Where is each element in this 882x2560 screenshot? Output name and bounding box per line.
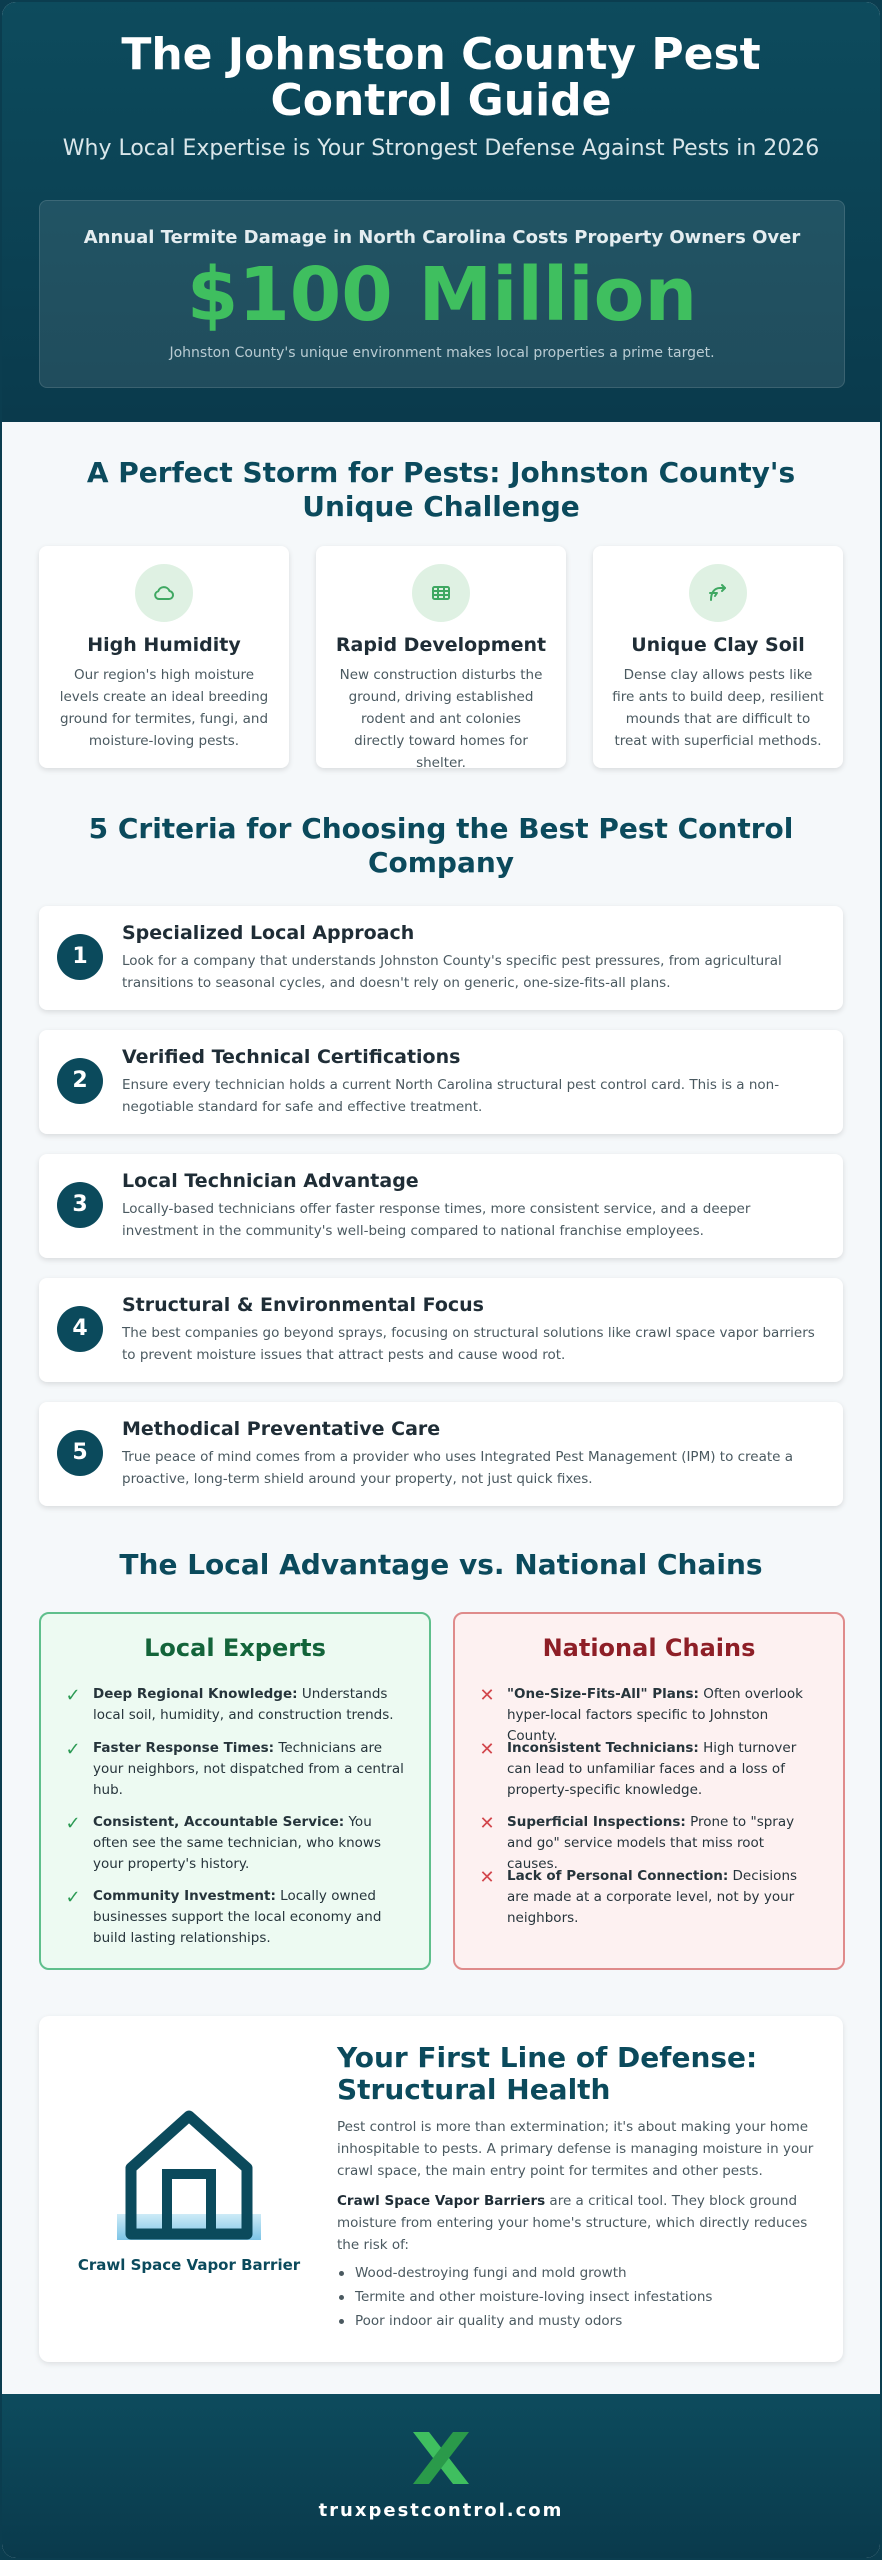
- item-text: Decisions are made at a corporate level, not by your neighbors.: [507, 1868, 798, 1926]
- criterion-item: [39, 1278, 843, 1382]
- card-title: Rapid Development: [335, 634, 547, 656]
- list-item: Termite and other moisture-loving insect infestations: [337, 2286, 817, 2308]
- x-logo-icon: [409, 2428, 473, 2488]
- defense-section: [39, 2016, 843, 2362]
- defense-paragraph: [337, 2190, 817, 2256]
- list-item: [507, 1866, 819, 1929]
- item-strong: Faster Response Times:: [93, 1740, 275, 1756]
- item-strong: Inconsistent Technicians:: [507, 1740, 699, 1756]
- defense-paragraph: Pest control is more than extermination; it's about making your home inhospitable to pests. A primary defense is managing moisture in your crawl space, the main entry point for termites and other pests.: [337, 2119, 814, 2179]
- criterion-number: 5: [57, 1430, 103, 1476]
- criterion-number: 3: [57, 1182, 103, 1228]
- item-text: Prone to "spray and go" service models that miss root causes.: [507, 1814, 795, 1872]
- criterion-item: [39, 1402, 843, 1506]
- comparison-title: The Local Advantage vs. National Chains: [119, 1548, 763, 1581]
- house-icon: [117, 2106, 261, 2246]
- defense-text: are a critical tool. They block ground moisture from entering your home's structure, which directly reduces the risk of:: [337, 2193, 808, 2253]
- item-strong: Superficial Inspections:: [507, 1814, 686, 1830]
- stat-box: [39, 200, 845, 388]
- check-icon: ✓: [65, 1813, 81, 1834]
- card-title: High Humidity: [87, 634, 241, 656]
- criterion-title: Methodical Preventative Care: [122, 1418, 441, 1440]
- check-icon: ✓: [65, 1739, 81, 1760]
- card-high-humidity: [39, 546, 289, 768]
- hero-section: [2, 2, 880, 422]
- check-icon: ✓: [65, 1887, 81, 1908]
- x-mark-icon: ✕: [479, 1685, 495, 1706]
- item-strong: Deep Regional Knowledge:: [93, 1686, 298, 1702]
- criterion-title: Verified Technical Certifications: [122, 1046, 461, 1068]
- soil-icon: [689, 564, 747, 622]
- criterion-title: Specialized Local Approach: [122, 922, 415, 944]
- criterion-desc: Ensure every technician holds a current North Carolina structural pest control card. This is a non-negotiable standard for safe and effective treatment.: [122, 1077, 780, 1115]
- check-icon: ✓: [65, 1685, 81, 1706]
- criterion-title: Local Technician Advantage: [122, 1170, 419, 1192]
- list-item: Poor indoor air quality and musty odors: [337, 2310, 817, 2332]
- list-item: [93, 1812, 405, 1875]
- criterion-item: [39, 1154, 843, 1258]
- card-desc: Dense clay allows pests like fire ants to build deep, resilient mounds that are difficult to treat with superficial methods.: [612, 667, 824, 749]
- x-mark-icon: ✕: [479, 1739, 495, 1760]
- criterion-desc: Locally-based technicians offer faster response times, more consistent service, and a deeper investment in the community's well-being compared to national franchise employees.: [122, 1201, 751, 1239]
- cloud-icon: [135, 564, 193, 622]
- item-text: You often see the same technician, who knows your property's history.: [93, 1814, 381, 1872]
- challenge-title: A Perfect Storm for Pests: Johnston County's Unique Challenge: [86, 456, 796, 523]
- infographic: [2, 2, 880, 2558]
- item-strong: Community Investment:: [93, 1888, 276, 1904]
- construction-icon: [412, 564, 470, 622]
- criterion-number: 1: [57, 934, 103, 980]
- defense-title: Your First Line of Defense: Structural Health: [337, 2041, 758, 2106]
- list-item: [93, 1738, 405, 1801]
- card-rapid-development: [316, 546, 566, 771]
- criterion-item: [39, 1030, 843, 1134]
- list-item: Wood-destroying fungi and mold growth: [337, 2262, 817, 2284]
- item-text: Often overlook hyper-local factors specific to Johnston County.: [507, 1686, 803, 1744]
- item-text: Locally owned businesses support the local economy and build lasting relationships.: [93, 1888, 382, 1946]
- website-link[interactable]: truxpestcontrol.com: [318, 2500, 564, 2521]
- national-chains-panel: [453, 1612, 845, 1970]
- criterion-number: 4: [57, 1306, 103, 1352]
- criterion-title: Structural & Environmental Focus: [122, 1294, 484, 1316]
- list-item: [507, 1738, 819, 1801]
- item-text: Understands local soil, humidity, and construction trends.: [93, 1686, 394, 1723]
- footer: [2, 2394, 880, 2558]
- list-item: [93, 1684, 405, 1726]
- panel-title: Local Experts: [144, 1634, 326, 1662]
- criterion-desc: Look for a company that understands Johnston County's specific pest pressures, from agricultural transitions to seasonal cycles, and doesn't rely on generic, one-size-fits-all plans.: [122, 953, 782, 991]
- criterion-desc: True peace of mind comes from a provider who uses Integrated Pest Management (IPM) to create a proactive, long-term shield around your property, not just quick fixes.: [122, 1449, 794, 1487]
- item-text: Technicians are your neighbors, not dispatched from a central hub.: [93, 1740, 404, 1798]
- x-mark-icon: ✕: [479, 1867, 495, 1888]
- local-experts-panel: [39, 1612, 431, 1970]
- page-title: The Johnston County Pest Control Guide: [121, 29, 761, 126]
- item-strong: Consistent, Accountable Service:: [93, 1814, 345, 1830]
- page-subtitle: Why Local Expertise is Your Strongest Defense Against Pests in 2026: [62, 136, 820, 161]
- criterion-number: 2: [57, 1058, 103, 1104]
- defense-strong: Crawl Space Vapor Barriers: [337, 2193, 546, 2209]
- image-caption: Crawl Space Vapor Barrier: [77, 2256, 301, 2274]
- stat-label: Annual Termite Damage in North Carolina Costs Property Owners Over: [83, 227, 801, 248]
- item-text: High turnover can lead to unfamiliar faces and a loss of property-specific knowledge.: [507, 1740, 797, 1798]
- card-desc: Our region's high moisture levels create an ideal breeding ground for termites, fungi, and moisture-loving pests.: [59, 667, 269, 749]
- criterion-item: [39, 906, 843, 1010]
- card-desc: New construction disturbs the ground, driving established rodent and ant colonies directly toward homes for shelter.: [339, 667, 543, 771]
- stat-value: $100 Million: [186, 252, 698, 338]
- x-mark-icon: ✕: [479, 1813, 495, 1834]
- criteria-title: 5 Criteria for Choosing the Best Pest Control Company: [88, 812, 794, 879]
- card-unique-clay-soil: [593, 546, 843, 768]
- panel-title: National Chains: [542, 1634, 756, 1662]
- stat-note: Johnston County's unique environment makes local properties a prime target.: [169, 345, 715, 361]
- item-strong: Lack of Personal Connection:: [507, 1868, 729, 1884]
- list-item: [93, 1886, 405, 1949]
- item-strong: "One-Size-Fits-All" Plans:: [507, 1686, 699, 1702]
- card-title: Unique Clay Soil: [631, 634, 805, 656]
- criterion-desc: The best companies go beyond sprays, focusing on structural solutions like crawl space vapor barriers to prevent moisture issues that attract pests and cause wood rot.: [122, 1325, 815, 1363]
